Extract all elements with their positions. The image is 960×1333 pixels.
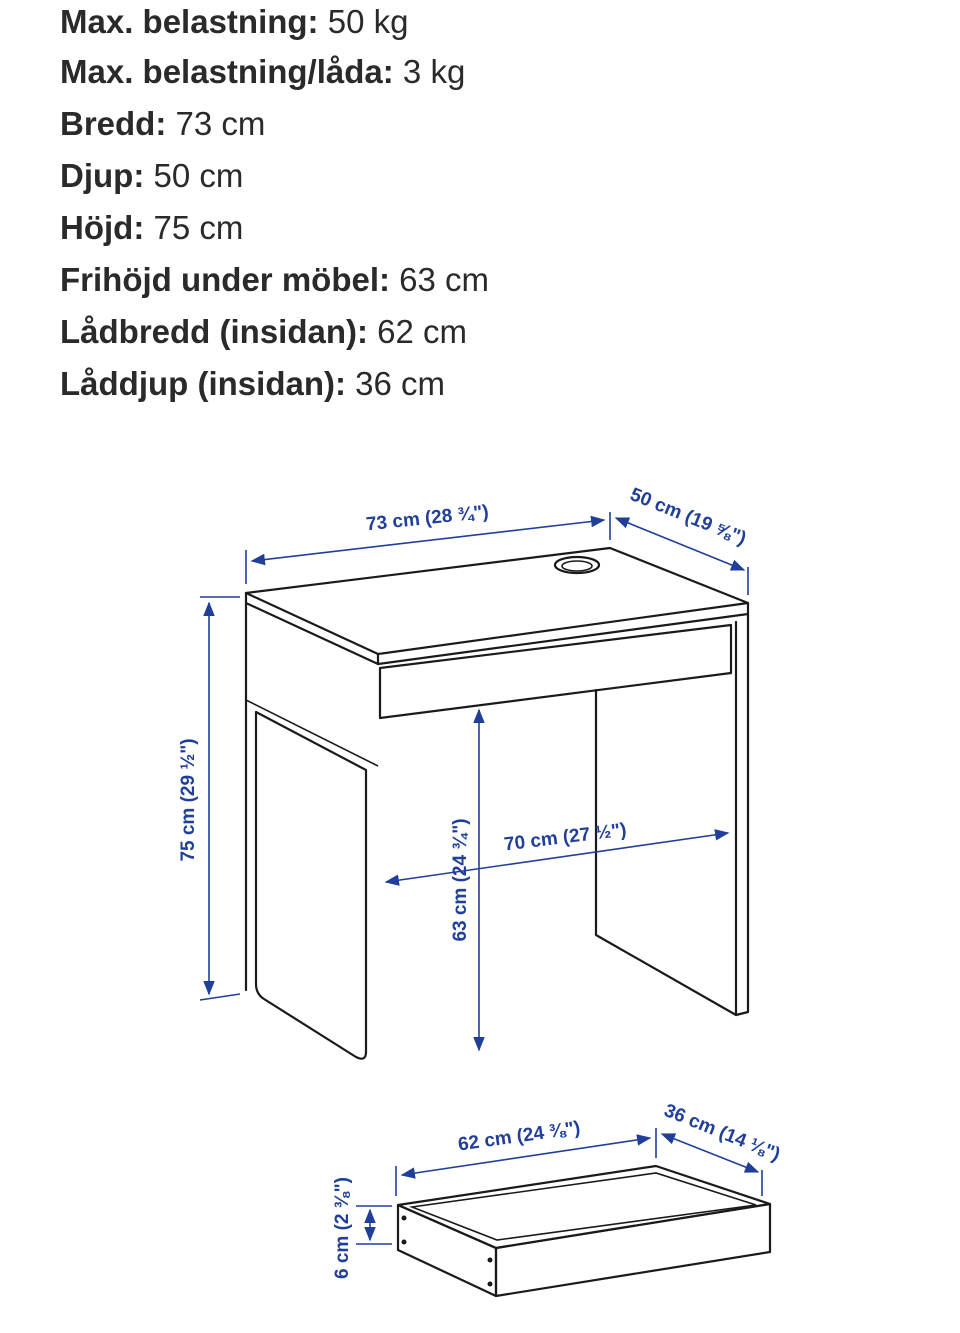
spec-value: 50 cm [153,157,244,194]
depth-label: 50 cm (19 ⅝") [627,484,750,550]
desk-top-front-edge [378,603,748,664]
spec-value: 73 cm [175,105,266,142]
drawer-screw [402,1240,407,1245]
ext-line [200,994,240,1000]
spec-value: 36 cm [355,365,446,402]
spec-value: 3 kg [402,53,466,90]
drawer-height-label: 6 cm (2 ⅜") [332,1177,353,1279]
drawer-front-panel [496,1204,770,1296]
width-label: 73 cm (28 ¾") [365,501,490,536]
drawer-side-panel [398,1205,496,1296]
clearance-width-label: 70 cm (27 ½") [502,819,628,856]
drawer-screw [402,1216,407,1221]
spec-label: Höjd: [60,209,145,246]
drawer-screw [488,1282,493,1287]
spec-label: Djup: [60,157,145,194]
drawer-dimensions [332,1100,783,1279]
spec-value: 75 cm [153,209,244,246]
drawer-depth-label: 36 cm (14 ⅛") [661,1100,784,1166]
left-panel-opening [256,712,366,1059]
spec-label: Bredd: [60,105,167,142]
cable-outlet-inner [562,561,592,571]
desk-drawing [246,548,748,1059]
drawer-width-label: 62 cm (24 ⅜") [456,1117,582,1156]
spec-label: Frihöjd under möbel: [60,261,390,298]
left-panel-rail [246,700,378,766]
spec-label: Max. belastning: [60,3,319,40]
desk-top-left-edge [246,593,378,664]
height-label: 75 cm (29 ½") [178,738,199,862]
clearance-height-label: 63 cm (24 ¾") [450,818,471,942]
drawer-drawing [398,1166,770,1296]
spec-label: Låddjup (insidan): [60,365,346,402]
drawer-screw [488,1258,493,1263]
spec-label: Max. belastning/låda: [60,53,394,90]
spec-value: 50 kg [327,3,409,40]
spec-value: 62 cm [377,313,468,350]
right-leg [736,614,748,1015]
drawer-rim [398,1166,770,1248]
right-leg-inner [596,690,736,1015]
spec-value: 63 cm [399,261,490,298]
spec-label: Lådbredd (insidan): [60,313,368,350]
